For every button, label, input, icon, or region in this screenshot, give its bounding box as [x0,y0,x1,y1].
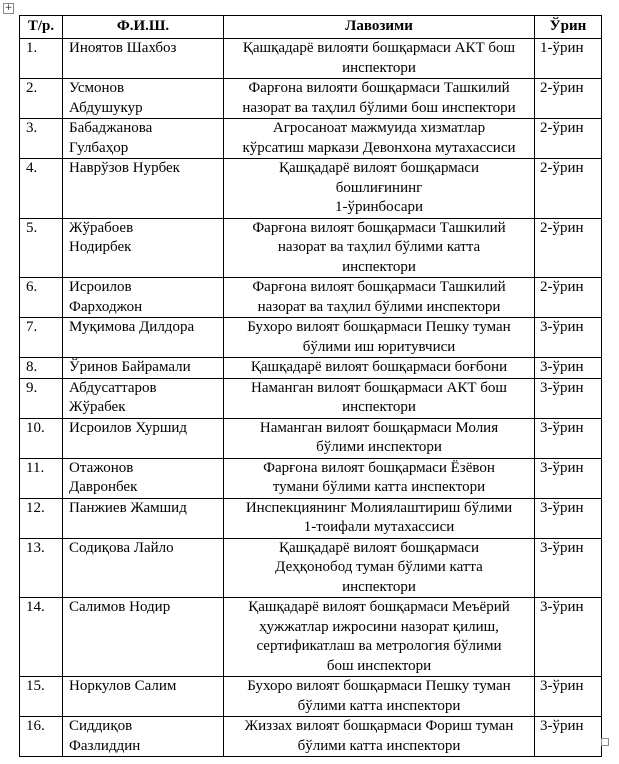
row-position: Наманган вилоят бошқармаси Молия бўлими инспектори [224,418,535,458]
row-rank: 3-ўрин [535,458,602,498]
results-table [19,15,602,757]
table-resize-handle[interactable] [601,738,609,746]
row-number: 13. [20,538,63,598]
row-position: Агросаноат мажмуида хизматлар кўрсатиш маркази Девонхона мутахассиси [224,119,535,159]
row-position: Фарғона вилоят бошқармаси Ташкилий назорат ва таҳлил бўлими инспектори [224,278,535,318]
row-position: Фарғона вилоят бошқармаси Ташкилий назорат ва таҳлил бўлими катта инспектори [224,218,535,278]
row-rank: 1-ўрин [535,39,602,79]
row-position: Қашқадарё вилоят бошқармаси бошлиғининг 1-ўринбосари [224,159,535,219]
row-number: 5. [20,218,63,278]
row-number: 11. [20,458,63,498]
row-number: 6. [20,278,63,318]
row-position: Қашқадарё вилояти бошқармаси АКТ бош инспектори [224,39,535,79]
table-row [20,598,602,677]
row-name: Усмонов Абдушукур [63,79,224,119]
row-number: 9. [20,378,63,418]
row-name: Салимов Нодир [63,598,224,677]
table-row [20,79,602,119]
row-rank: 2-ўрин [535,278,602,318]
row-name: Наврўзов Нурбек [63,159,224,219]
table-row [20,358,602,379]
table-row [20,218,602,278]
row-number: 7. [20,318,63,358]
row-name: Муқимова Дилдора [63,318,224,358]
table-row [20,39,602,79]
header-row [20,16,602,39]
row-name: Исроилов Хуршид [63,418,224,458]
row-rank: 3-ўрин [535,318,602,358]
header-name: Ф.И.Ш. [63,16,224,39]
table-move-handle[interactable]: + [4,3,13,13]
row-number: 4. [20,159,63,219]
row-rank: 3-ўрин [535,498,602,538]
row-rank: 3-ўрин [535,378,602,418]
row-number: 16. [20,717,63,757]
row-name: Содиқова Лайло [63,538,224,598]
row-number: 10. [20,418,63,458]
row-position: Бухоро вилоят бошқармаси Пешку туман бўлими катта инспектори [224,677,535,717]
row-number: 15. [20,677,63,717]
row-position: Фарғона вилоят бошқармаси Ёзёвон тумани бўлими катта инспектори [224,458,535,498]
row-rank: 2-ўрин [535,119,602,159]
row-number: 8. [20,358,63,379]
table-row [20,159,602,219]
row-rank: 2-ўрин [535,79,602,119]
row-name: Иноятов Шахбоз [63,39,224,79]
row-name: Жўрабоев Нодирбек [63,218,224,278]
row-rank: 2-ўрин [535,218,602,278]
row-rank: 3-ўрин [535,717,602,757]
row-name: Панжиев Жамшид [63,498,224,538]
header-num: Т/р. [20,16,63,39]
table-row [20,318,602,358]
header-position: Лавозими [224,16,535,39]
row-position: Инспекциянинг Молиялаштириш бўлими 1-тоифали мутахассиси [224,498,535,538]
row-rank: 3-ўрин [535,358,602,379]
row-rank: 2-ўрин [535,159,602,219]
table-row [20,119,602,159]
row-name: Отажонов Давронбек [63,458,224,498]
row-position: Қашқадарё вилоят бошқармаси Меъёрий ҳужжатлар ижросини назорат қилиш, сертификатлаш ва метрология бўлими бош инспектори [224,598,535,677]
table-row [20,677,602,717]
row-name: Абдусаттаров Жўрабек [63,378,224,418]
row-rank: 3-ўрин [535,418,602,458]
row-position: Қашқадарё вилоят бошқармаси боғбони [224,358,535,379]
row-position: Бухоро вилоят бошқармаси Пешку туман бўлими иш юритувчиси [224,318,535,358]
row-number: 1. [20,39,63,79]
table-row [20,498,602,538]
table-row [20,458,602,498]
table-row [20,717,602,757]
row-number: 12. [20,498,63,538]
row-position: Наманган вилоят бошқармаси АКТ бош инспектори [224,378,535,418]
row-name: Бабаджанова Гулбаҳор [63,119,224,159]
table-row [20,278,602,318]
table-row [20,418,602,458]
row-name: Исроилов Фарходжон [63,278,224,318]
row-name: Ўринов Байрамали [63,358,224,379]
row-rank: 3-ўрин [535,598,602,677]
row-number: 14. [20,598,63,677]
row-position: Жиззах вилоят бошқармаси Фориш туман бўлими катта инспектори [224,717,535,757]
row-name: Норкулов Салим [63,677,224,717]
header-rank: Ўрин [535,16,602,39]
table-row [20,378,602,418]
row-position: Фарғона вилояти бошқармаси Ташкилий назорат ва таҳлил бўлими бош инспектори [224,79,535,119]
row-rank: 3-ўрин [535,538,602,598]
row-number: 2. [20,79,63,119]
row-name: Сиддиқов Фазлиддин [63,717,224,757]
row-position: Қашқадарё вилоят бошқармаси Деҳқонобод туман бўлими катта инспектори [224,538,535,598]
row-number: 3. [20,119,63,159]
row-rank: 3-ўрин [535,677,602,717]
table-row [20,538,602,598]
